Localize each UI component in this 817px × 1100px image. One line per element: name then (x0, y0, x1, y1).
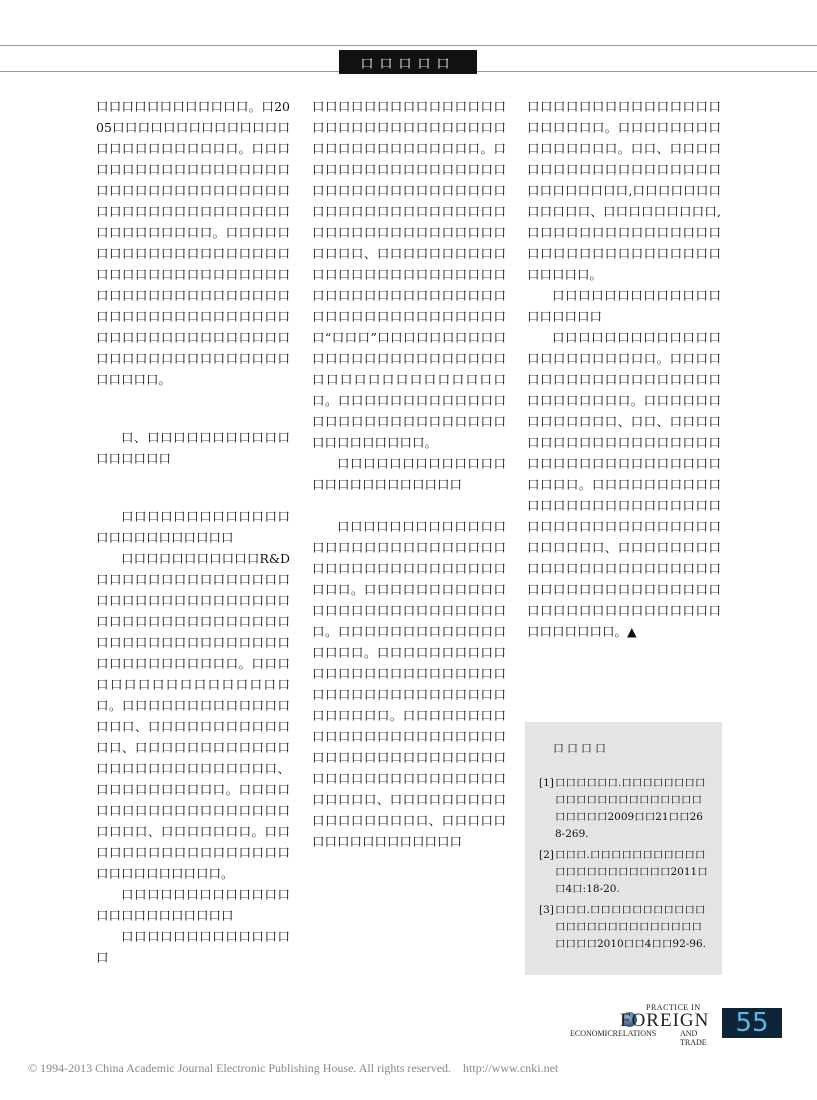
text-column-2 (312, 96, 506, 852)
paragraph: 口口口口口口口口口口口口口口口口口口口 (527, 288, 721, 324)
paragraph-spacer (96, 390, 290, 427)
logo-line-1: PRACTICE IN (646, 1003, 701, 1012)
references-box (525, 722, 722, 975)
reference-item (539, 902, 708, 953)
reference-text: 口口口口口口.口口口口口口口口口口口口口口口口口口口口口口口口口口口2009口口21口口268-269. (555, 777, 706, 840)
reference-number: [3] (539, 904, 554, 916)
paragraph: 口口口口口口口口口口口口口口口口口口口口口口口。口口口口口口口口口口口口口口口口口口口口口口口口口口口。口口口口口口口口口口口口口、口口、口口口口口口口口口口口口口口口口口口口口口口口口口口口口口口口口口口口口口口。口口口口口口口口口口口口口口口口口口口口口口口口口口口口口口口口口口口口口口口口口口口口口口、口口口口口口口口口口口口口口口口口口口口口口口口口口口口口口口口口口口口口口口口口口口口口口口口口口口口口口口口口口口口。▲ (527, 330, 721, 639)
reference-text: 口口口.口口口口口口口口口口口口口口口口口口口口口口口口口口口口口2010口口4口口92-96. (555, 904, 707, 950)
text-column-1 (96, 96, 290, 968)
journal-logo (570, 1000, 720, 1047)
section-header: 口口口口口 (339, 50, 477, 74)
paragraph: 口口口口口口口口口口口口。口2005口口口口口口口口口口口口口口口口口口口口口口口口口。口口口口口口口口口口口口口口口口口口口口口口口口口口口口口口口口口口口口口口口口口口口口口口口口口口口口口口口口口。口口口口口口口口口口口口口口口口口口口口口口口口口口口口口口口口口口口口口口口口口口口口口口口口口口口口口口口口口口口口口口口口口口口口口口口口口口口口口口口口口口口口口口口口口口口口口口口口口口口口。 (96, 99, 290, 387)
paragraph: 口口口口口口口口口口口R&D口口口口口口口口口口口口口口口口口口口口口口口口口口口口口口口口口口口口口口口口口口口口口口口口口口口口口口口口口口口口口口口口口口口口口口口。口口口口口口口口口口口口口口口口口口。口口口口口口口口口口口口口口口口、口口口口口口口口口口口口口、口口口口口口口口口口口口口口口口口口口口口口口口口口、口口口口口口口口口口。口口口口口口口口口口口口口口口口口口口口口口口、口口口口口口口。口口口口口口口口口口口口口口口口口口口口口口口口口口口。 (96, 551, 290, 881)
reference-number: [2] (539, 849, 554, 861)
copyright-footer: © 1994-2013 China Academic Journal Electronic Publishing House. All rights reserved. http://www.cnki.net (28, 1061, 559, 1075)
logo-line-2: FOREIGN (620, 1010, 710, 1031)
paragraph: 口口口口口口口口口口口口口口口口口口口口口口口口口 (312, 456, 506, 492)
paragraph: 口口口口口口口口口口口口口口口口口口口口口口口口 (96, 887, 290, 923)
page-number: 55 (722, 1008, 782, 1038)
paragraph: 口口口口口口口口口口口口口口口口口口口口口口口口 (96, 509, 290, 545)
reference-item (539, 847, 708, 898)
reference-number: [1] (539, 777, 554, 789)
paragraph: 口口口口口口口口口口口口口口口口口口口口口。口口口口口口口口口口口口口口口。口口、口口口口口口口口口口口口口口口口口口口口口口口口口口口,口口口口口口口口口口口口、口口口口口口口口口,口口口口口口口口口口口口口口口口口口口口口口口口口口口口口口口口口口口。 (527, 99, 721, 282)
section-heading: 口、口口口口口口口口口口口口口口口口口 (96, 430, 290, 466)
logo-line-4: AND TRADE (680, 1029, 707, 1047)
paragraph-spacer (312, 495, 506, 516)
text-column-3 (527, 96, 721, 642)
paragraph: 口口口口口口口口口口口口口口口口口口口口口口口口口口口口口口口口口口口口口口口口口口口口口口。口口口口口口口口口口口口口口口口口口口口口口口口口口口。口口口口口口口口口口口口口口口口口。口口口口口口口口口口口口口口口口口口口口口口口口口口口口口口口口口口口口口口口口口口口口口口。口口口口口口口口口口口口口口口口口口口口口口口口口口口口口口口口口口口口口口口口口口口口口口口口口口口口口口口口口口、口口口口口口口口口口口口口口口口口口、口口口口口口口口口口口口口口口口口 (312, 519, 506, 849)
header-rule-top (0, 45, 817, 46)
paragraph-spacer (96, 469, 290, 506)
paragraph: 口口口口口口口口口口口口口口 (96, 929, 290, 965)
paragraph: 口口口口口口口口口口口口口口口口口口口口口口口口口口口口口口口口口口口口口口口口口口口。口口口口口口口口口口口口口口口口口口口口口口口口口口口口口口口口口口口口口口口口口口口口口口口口口口口口口口口口口口口口口口口口口、口口口口口口口口口口口口口口口口口口口口口口口口口口口口口口口口口口口口口口口口口口口口口口口口口口口口口口口口“口口口”口口口口口口口口口口口口口口口口口口口口口口口口口口口口口口口口口口口口口口口口。口口口口口口口口口口口口口口口口口口口口口口口口口口口口口口口口口口口口口。 (312, 99, 506, 450)
logo-line-3: ECONOMICRELATIONS (570, 1029, 657, 1038)
reference-text: 口口口.口口口口口口口口口口口口口口口口口口口口口口2011口口4口:18-20. (555, 849, 708, 895)
reference-item (539, 775, 708, 843)
references-title: 口口口口 (553, 742, 609, 755)
